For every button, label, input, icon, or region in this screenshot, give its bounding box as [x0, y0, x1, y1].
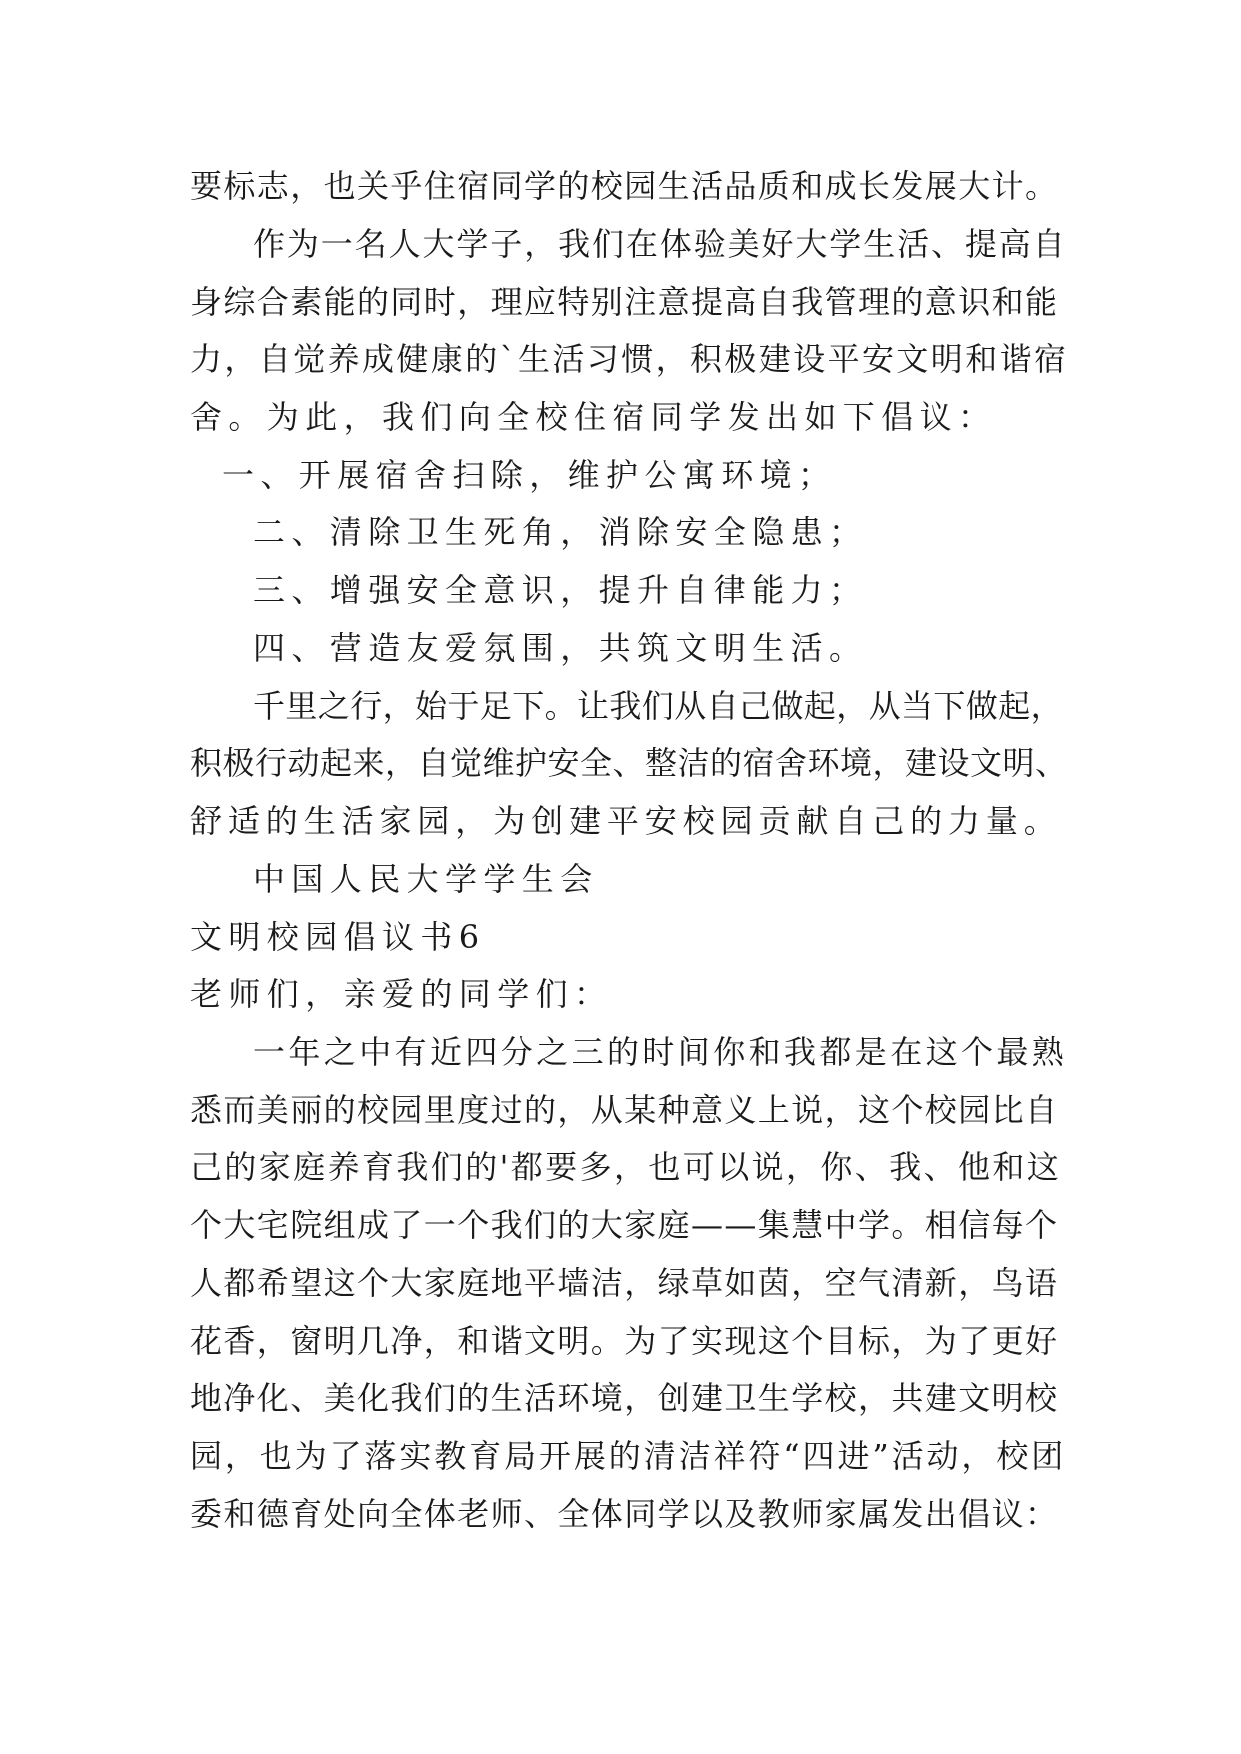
paragraph-line: 委和德育处向全体老师、全体同学以及教师家属发出倡议： [190, 1495, 1059, 1533]
list-item: 二、清除卫生死角，消除安全隐患； [253, 513, 868, 551]
paragraph-line: 花香，窗明几净，和谐文明。为了实现这个目标，为了更好 [190, 1322, 1059, 1360]
paragraph-line: 千里之行，始于足下。让我们从自己做起，从当下做起， [253, 687, 1064, 725]
list-item: 三、增强安全意识，提升自律能力； [253, 571, 868, 609]
list-item: 一、开展宿舍扫除，维护公寓环境； [222, 456, 837, 494]
paragraph-line: 要标志，也关乎住宿同学的校园生活品质和成长发展大计。 [190, 167, 1059, 205]
paragraph-line: 一年之中有近四分之三的时间你和我都是在这个最熟 [253, 1033, 1068, 1071]
paragraph-line: 悉而美丽的校园里度过的，从某种意义上说，这个校园比自 [190, 1091, 1059, 1129]
paragraph-line: 己的家庭养育我们的'都要多，也可以说，你、我、他和这 [190, 1148, 1062, 1186]
list-item: 四、营造友爱氛围，共筑文明生活。 [253, 629, 868, 667]
paragraph-line: 个大宅院组成了一个我们的大家庭——集慧中学。相信每个 [190, 1206, 1059, 1244]
paragraph-line: 积极行动起来，自觉维护安全、整洁的宿舍环境，建设文明、 [190, 744, 1068, 782]
paragraph-line: 作为一名人大学子，我们在体验美好大学生活、提高自 [253, 225, 1067, 263]
signature-line: 中国人民大学学生会 [253, 860, 599, 898]
paragraph-line: 园，也为了落实教育局开展的清洁祥符“四进”活动，校团 [190, 1437, 1067, 1475]
salutation: 老师们，亲爱的同学们： [190, 975, 613, 1013]
paragraph-line: 力，自觉养成健康的`生活习惯，积极建设平安文明和谐宿 [190, 340, 1069, 378]
paragraph-line: 舍。为此，我们向全校住宿同学发出如下倡议： [190, 398, 997, 436]
paragraph-line: 身综合素能的同时，理应特别注意提高自我管理的意识和能 [190, 283, 1059, 321]
paragraph-line: 舒适的生活家园，为创建平安校园贡献自己的力量。 [190, 802, 1062, 840]
paragraph-line: 地净化、美化我们的生活环境，创建卫生学校，共建文明校 [190, 1379, 1059, 1417]
paragraph-line: 人都希望这个大家庭地平墙洁，绿草如茵，空气清新，鸟语 [190, 1264, 1059, 1302]
section-title: 文明校园倡议书6 [190, 918, 486, 956]
